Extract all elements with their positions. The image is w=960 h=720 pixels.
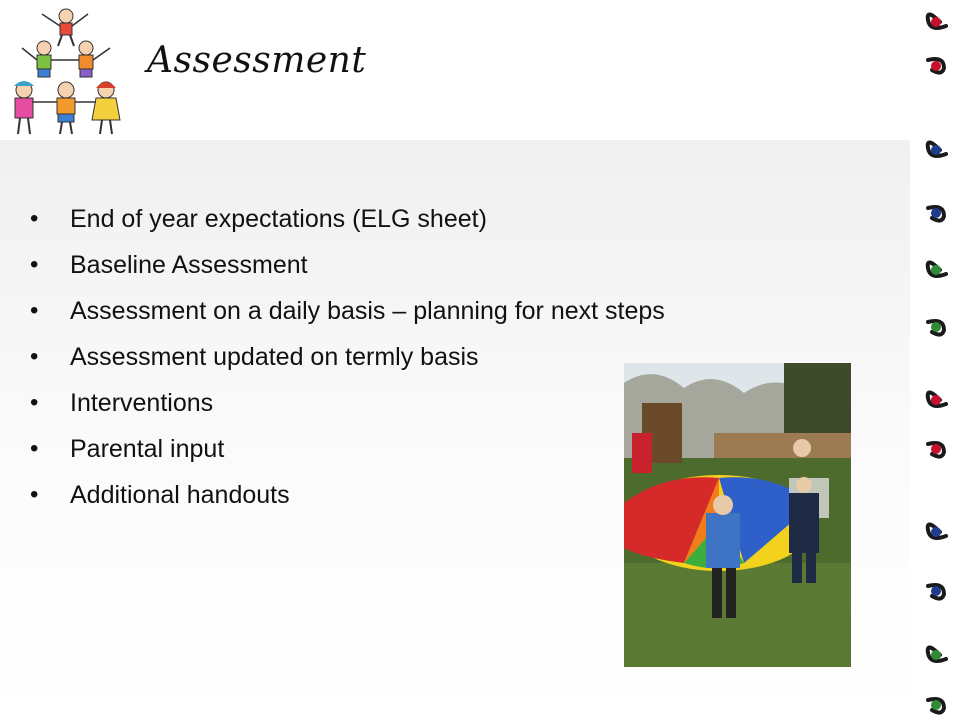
bullet-icon: • <box>30 481 39 508</box>
children-pyramid-logo <box>2 2 128 138</box>
bullet-text: Assessment on a daily basis – planning for next steps <box>70 297 665 325</box>
bullet-text: Interventions <box>70 389 214 417</box>
slide-title: Assessment <box>147 40 367 81</box>
bullet-text: Additional handouts <box>70 481 290 509</box>
decorative-swirl-border <box>914 0 960 720</box>
bullet-text: Baseline Assessment <box>70 251 308 279</box>
bullet-icon: • <box>30 251 39 278</box>
bullet-icon: • <box>30 205 39 232</box>
bullet-text: Assessment updated on termly basis <box>70 343 479 371</box>
bullet-text: Parental input <box>70 435 225 463</box>
playground-parachute-photo <box>624 363 851 667</box>
bullet-text: End of year expectations (ELG sheet) <box>70 205 487 233</box>
list-item <box>30 288 850 334</box>
list-item <box>30 242 850 288</box>
bullet-icon: • <box>30 297 39 324</box>
bullet-icon: • <box>30 343 39 370</box>
list-item <box>30 196 850 242</box>
header-band <box>0 0 910 140</box>
bullet-icon: • <box>30 435 39 462</box>
bullet-icon: • <box>30 389 39 416</box>
